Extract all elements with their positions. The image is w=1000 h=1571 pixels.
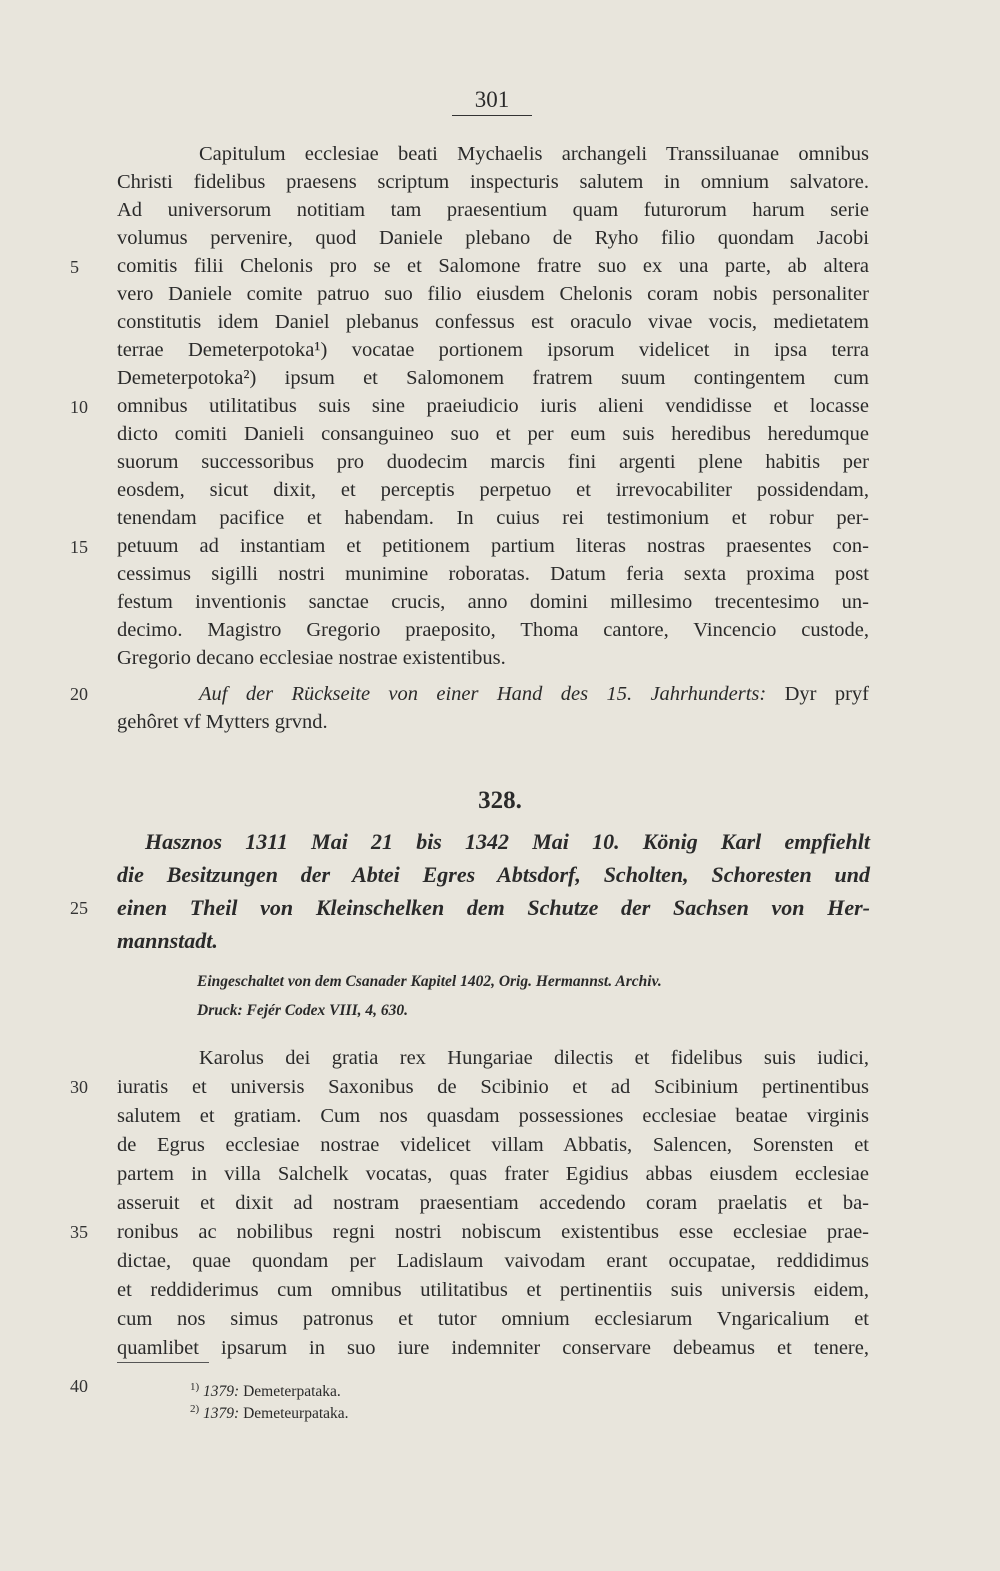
text-line: cessimus sigilli nostri munimine roboratas. Datum feria sexta proxima post: [117, 563, 869, 585]
footnote-rule: [117, 1362, 209, 1363]
text-line: Gregorio decano ecclesiae nostrae existentibus.: [117, 647, 506, 669]
text-line: ronibus ac nobilibus regni nostri nobiscum existentibus esse ecclesiae prae-: [117, 1221, 869, 1243]
text-line: iuratis et universis Saxonibus de Scibinio et ad Scibinium pertinentibus: [117, 1076, 869, 1098]
heading-line: Hasznos 1311 Mai 21 bis 1342 Mai 10. König Karl empfiehlt: [145, 829, 870, 854]
text-line: dictae, quae quondam per Ladislaum vaivodam erant occupatae, reddidimus: [117, 1250, 869, 1272]
text-line: comitis filii Chelonis pro se et Salomone fratre suo ex una parte, ab altera: [117, 255, 869, 277]
text-line: suorum successoribus pro duodecim marcis fini argenti plene habitis per: [117, 451, 869, 473]
line-number: 5: [70, 257, 79, 277]
dorsal-note-text: Dyr pryf: [784, 683, 870, 705]
text-line: constitutis idem Daniel plebanus confessus est oraculo vivae vocis, medietatem: [117, 311, 869, 333]
text-line: Christi fidelibus praesens scriptum inspecturis salutem in omnium salvatore.: [117, 171, 869, 193]
footnote-year: 1379:: [203, 1383, 240, 1401]
line-number: 35: [70, 1222, 88, 1242]
line-number: 15: [70, 537, 88, 557]
line-number: 20: [70, 684, 88, 704]
page-number: 301: [452, 86, 532, 116]
text-line: et reddiderimus cum omnibus utilitatibus et pertinentiis suis universis eidem,: [117, 1279, 869, 1301]
text-line: Capitulum ecclesiae beati Mychaelis archangeli Transsiluanae omnibus: [199, 143, 869, 165]
entry-number: 328.: [478, 787, 522, 814]
heading-line: mannstadt.: [117, 928, 218, 953]
text-line: quamlibet ipsarum in suo iure indemniter conservare debeamus et tenere,: [117, 1337, 869, 1359]
line-number: 25: [70, 898, 88, 918]
text-line: salutem et gratiam. Cum nos quasdam possessiones ecclesiae beatae virginis: [117, 1105, 869, 1127]
text-line: decimo. Magistro Gregorio praeposito, Thoma cantore, Vincencio custode,: [117, 619, 869, 641]
footnote-mark: 2): [190, 1403, 200, 1415]
text-line: dicto comiti Danieli consanguineo suo et per eum suis heredibus heredumque: [117, 423, 869, 445]
heading-line: einen Theil von Kleinschelken dem Schutze der Sachsen von Her-: [117, 895, 870, 920]
footnote-mark: 1): [190, 1381, 200, 1393]
text-line: eosdem, sicut dixit, et perceptis perpetuo et irrevocabiliter possidendam,: [117, 479, 869, 501]
text-line: Ad universorum notitiam tam praesentium quam futurorum harum serie: [117, 199, 869, 221]
footnote-year: 1379:: [203, 1405, 240, 1423]
text-line: tenendam pacifice et habendam. In cuius rei testimonium et robur per-: [117, 507, 869, 529]
dorsal-note-italic: Auf der Rückseite von einer Hand des 15. Jahrhunderts:: [199, 683, 767, 705]
text-line: de Egrus ecclesiae nostrae videlicet villam Abbatis, Salencen, Sorensten et: [117, 1134, 869, 1156]
text-line: petuum ad instantiam et petitionem partium literas nostras praesentes con-: [117, 535, 869, 557]
text-line: partem in villa Salchelk vocatas, quas frater Egidius abbas eiusdem ecclesiae: [117, 1163, 869, 1185]
text-line: volumus pervenire, quod Daniele plebano de Ryho filio quondam Jacobi: [117, 227, 869, 249]
source-line: Eingeschaltet von dem Csanader Kapitel 1402, Orig. Hermannst. Archiv.: [197, 973, 662, 990]
source-line: Druck: Fejér Codex VIII, 4, 630.: [197, 1002, 408, 1019]
text-line: cum nos simus patronus et tutor omnium ecclesiarum Vngaricalium et: [117, 1308, 869, 1330]
heading-line: die Besitzungen der Abtei Egres Abtsdorf, Scholten, Schoresten und: [117, 862, 870, 887]
text-line: terrae Demeterpotoka¹) vocatae portionem ipsorum videlicet in ipsa terra: [117, 339, 869, 361]
text-line: Demeterpotoka²) ipsum et Salomonem fratrem suum contingentem cum: [117, 367, 869, 389]
dorsal-note-continuation: gehôret vf Mytters grvnd.: [117, 711, 328, 733]
dorsal-note-line: [199, 680, 869, 708]
text-line: omnibus utilitatibus suis sine praeiudicio iuris alieni vendidisse et locasse: [117, 395, 869, 417]
text-line: Karolus dei gratia rex Hungariae dilectis et fidelibus suis iudici,: [199, 1047, 869, 1069]
footnote: [190, 1399, 349, 1424]
footnote-text: Demeterpataka.: [243, 1383, 341, 1401]
text-line: festum inventionis sanctae crucis, anno domini millesimo trecentesimo un-: [117, 591, 869, 613]
text-line: asseruit et dixit ad nostram praesentiam accedendo coram praelatis et ba-: [117, 1192, 869, 1214]
footnote-text: Demeteurpataka.: [243, 1405, 349, 1423]
text-line: vero Daniele comite patruo suo filio eiusdem Chelonis coram nobis personaliter: [117, 283, 869, 305]
line-number: 10: [70, 397, 88, 417]
line-number: 40: [70, 1376, 88, 1396]
line-number: 30: [70, 1077, 88, 1097]
